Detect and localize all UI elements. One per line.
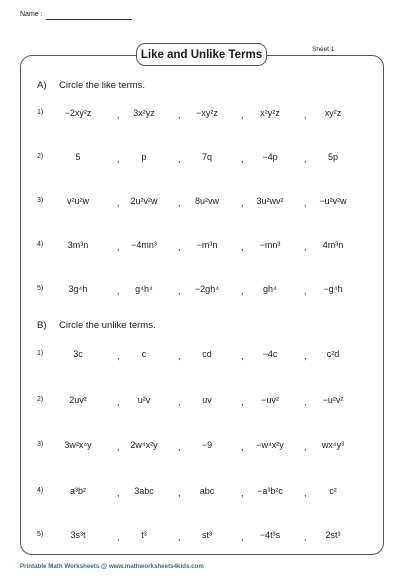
problem-row [0,349,406,363]
term-separator: , [304,110,307,120]
algebraic-term[interactable]: x²y²z [260,108,280,118]
term-separator: , [178,488,181,498]
algebraic-term[interactable]: 5 [75,152,81,162]
problem-row [0,284,406,298]
worksheet-title: Like and Unlike Terms [136,43,267,66]
term-separator: , [117,242,120,252]
algebraic-term[interactable]: 8u²vw [194,196,219,206]
problem-number: 2) [37,396,44,403]
algebraic-term[interactable]: −u²v² [322,395,344,405]
problem-number: 4) [37,241,44,248]
term-separator: , [178,351,181,361]
problem-row [0,196,406,210]
algebraic-term[interactable]: g⁴h⁴ [135,284,153,294]
term-separator: , [117,351,120,361]
algebraic-term[interactable]: c² [329,486,337,496]
term-separator: , [304,442,307,452]
footer-site: www.mathworksheets4kids.com [108,563,204,570]
problem-row [0,486,406,500]
problem-number: 5) [37,285,44,292]
problem-number: 1) [37,109,44,116]
algebraic-term[interactable]: p [141,152,147,162]
term-separator: , [304,351,307,361]
algebraic-term[interactable]: 3x²yz [133,108,155,118]
term-separator: , [241,154,244,164]
term-separator: , [178,286,181,296]
section-heading [37,320,156,331]
algebraic-term[interactable]: −9 [201,440,213,450]
term-separator: , [304,242,307,252]
algebraic-term[interactable]: −4p [262,152,278,162]
algebraic-term[interactable]: 3g⁴h [68,284,88,294]
problem-number: 5) [37,531,44,538]
algebraic-term[interactable]: 3u²wv² [256,196,284,206]
problem-row [0,530,406,544]
algebraic-term[interactable]: 4m³n [322,240,344,250]
term-separator: , [241,488,244,498]
section-letter: B) [37,320,47,331]
algebraic-term[interactable]: −m³n [196,240,218,250]
algebraic-term[interactable]: −u²v²w [319,196,347,206]
algebraic-term[interactable]: −2gh⁴ [194,284,220,294]
problem-number: 4) [37,487,44,494]
algebraic-term[interactable]: 3m³n [67,240,89,250]
term-separator: , [304,397,307,407]
problem-row [0,240,406,254]
algebraic-term[interactable]: t³ [141,530,147,540]
term-separator: , [241,532,244,542]
algebraic-term[interactable]: xy²z [324,108,342,118]
algebraic-term[interactable]: gh⁴ [263,284,277,294]
term-separator: , [304,154,307,164]
term-separator: , [241,351,244,361]
footer [20,563,204,570]
term-separator: , [117,154,120,164]
term-separator: , [117,488,120,498]
term-separator: , [117,532,120,542]
algebraic-term[interactable]: −mn³ [259,240,281,250]
term-separator: , [117,110,120,120]
algebraic-term[interactable]: wx⁴y³ [321,440,345,450]
algebraic-term[interactable]: 2u²v²w [130,196,158,206]
algebraic-term[interactable]: −2xy²z [64,108,92,118]
worksheet-frame [20,55,384,555]
term-separator: , [117,198,120,208]
sheet-number: Sheet 1 [312,46,335,53]
term-separator: , [178,442,181,452]
algebraic-term[interactable]: 3abc [134,486,154,496]
algebraic-term[interactable]: −uv² [261,395,279,405]
algebraic-term[interactable]: −xy²z [196,108,218,118]
term-separator: , [178,242,181,252]
name-label: Name : [20,11,43,18]
term-separator: , [241,110,244,120]
term-separator: , [241,242,244,252]
term-separator: , [117,442,120,452]
algebraic-term[interactable]: 3c [73,349,83,359]
algebraic-term[interactable]: −g⁴h [323,284,343,294]
term-separator: , [241,442,244,452]
algebraic-term[interactable]: 5p [327,152,338,162]
algebraic-term[interactable]: −4c [262,349,278,359]
algebraic-term[interactable]: c [141,349,147,359]
algebraic-term[interactable]: 2w⁴x²y [130,440,158,450]
term-separator: , [241,286,244,296]
algebraic-term[interactable]: abc [199,486,215,496]
algebraic-term[interactable]: −4t³s [259,530,281,540]
algebraic-term[interactable]: a³b² [69,486,86,496]
algebraic-term[interactable]: c²d [326,349,340,359]
problem-number: 3) [37,197,44,204]
algebraic-term[interactable]: st³ [202,530,212,540]
algebraic-term[interactable]: −w⁴x²y [256,440,284,450]
problem-row [0,395,406,409]
problem-number: 3) [37,441,44,448]
problem-number: 1) [37,350,44,357]
algebraic-term[interactable]: 2uv² [69,395,87,405]
term-separator: , [304,198,307,208]
section-instruction: Circle the unlike terms. [59,320,156,331]
section-instruction: Circle the like terms. [59,80,146,91]
problem-row [0,440,406,454]
algebraic-term[interactable]: v²u²w [67,196,89,206]
algebraic-term[interactable]: uv [202,395,212,405]
section-letter: A) [37,80,47,91]
section-heading [37,80,145,91]
algebraic-term[interactable]: −a³b²c [257,486,283,496]
term-separator: , [304,532,307,542]
term-separator: , [241,198,244,208]
name-line [46,19,132,20]
problem-row [0,152,406,166]
problem-row [0,108,406,122]
algebraic-term[interactable]: −4mn³ [131,240,157,250]
algebraic-term[interactable]: 3s³t [70,530,86,540]
term-separator: , [241,397,244,407]
problem-number: 2) [37,153,44,160]
term-separator: , [178,110,181,120]
algebraic-term[interactable]: 3w²x⁴y [64,440,92,450]
term-separator: , [178,532,181,542]
term-separator: , [117,397,120,407]
term-separator: , [178,397,181,407]
term-separator: , [117,286,120,296]
term-separator: , [304,286,307,296]
footer-brand: Printable Math Worksheets @ [20,563,108,570]
term-separator: , [178,154,181,164]
term-separator: , [178,198,181,208]
algebraic-term[interactable]: u²v [137,395,151,405]
algebraic-term[interactable]: 7q [201,152,212,162]
algebraic-term[interactable]: 2st³ [325,530,341,540]
term-separator: , [304,488,307,498]
algebraic-term[interactable]: cd [202,349,212,359]
